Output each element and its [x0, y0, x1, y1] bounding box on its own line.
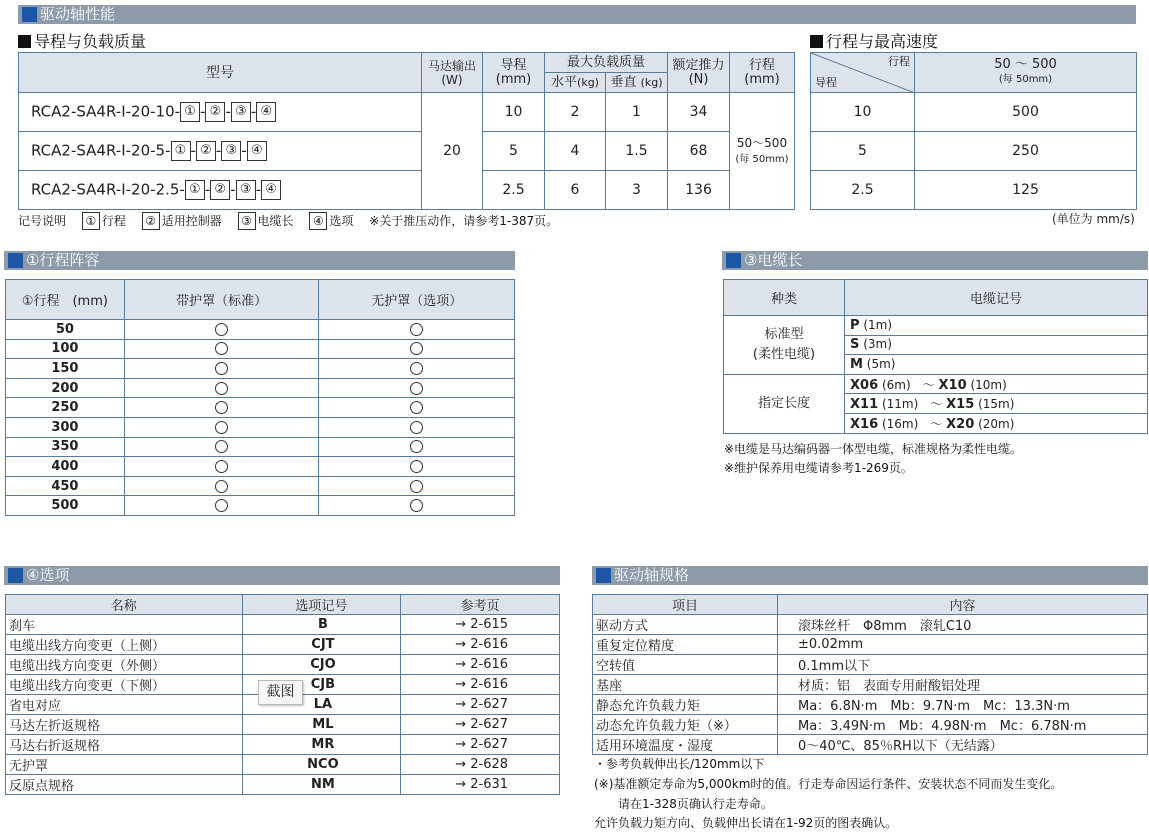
option-box: ③ [231, 102, 251, 122]
col-motor [422, 53, 483, 93]
model-text: RCA2-SA4R-I-20-5- [31, 141, 171, 160]
spec-note-1: ・参考负载伸出长/120mm以下 [594, 757, 765, 771]
table-row [593, 735, 1148, 755]
no-cover-cell [319, 359, 515, 379]
with-cover-cell [124, 320, 319, 340]
motor-value: 20 [422, 93, 483, 210]
speed-value: 125 [915, 171, 1137, 210]
option-box: ① [180, 102, 200, 122]
option-name: 反原点规格 [6, 775, 243, 795]
table-row [6, 339, 515, 359]
option-name: 马达右折返规格 [6, 735, 243, 755]
model-text: RCA2-SA4R-I-20-10- [31, 102, 181, 121]
no-cover-cell [319, 339, 515, 359]
stroke-value: 150 [6, 359, 125, 379]
legend-text: 适用控制器 [161, 214, 222, 228]
available-circle-icon [215, 382, 228, 395]
no-cover-cell [319, 320, 515, 340]
legend-note: ※关于推压动作，请参考1-387页。 [369, 214, 559, 228]
screenshot-button[interactable]: 截图 [258, 680, 303, 705]
table-row [724, 316, 1148, 336]
legend-box: ① [82, 212, 100, 230]
stroke-value: 500 [6, 496, 125, 516]
col-content: 内容 [778, 595, 1148, 615]
lead-load-table [18, 52, 795, 210]
col-no-cover: 无护罩（选项） [319, 280, 515, 320]
col-stroke [730, 53, 795, 93]
option-name: 马达左折返规格 [6, 715, 243, 735]
legend-box: ④ [309, 212, 327, 230]
table-row [593, 615, 1148, 635]
option-code: B [242, 615, 401, 635]
available-circle-icon [410, 342, 423, 355]
horizontal-value: 6 [545, 171, 606, 210]
col-cable-code: 电缆记号 [845, 280, 1148, 316]
stroke-table [5, 279, 515, 516]
cable-length: (5m) [866, 356, 896, 371]
horizontal-label: 水平 [551, 74, 578, 90]
lead-label: 导程 [500, 57, 527, 73]
with-cover-cell [124, 437, 319, 457]
available-circle-icon [410, 362, 423, 375]
motor-unit: (W) [441, 72, 463, 87]
option-code: CJB [242, 675, 401, 695]
model-cell: RCA2-SA4R-I-20-5- ① - ② - ③ - ④ [19, 132, 422, 171]
lead-unit: (mm) [495, 71, 532, 87]
no-cover-cell [319, 457, 515, 477]
cable-code-cell [845, 335, 1148, 355]
available-circle-icon [410, 440, 423, 453]
no-cover-cell [319, 496, 515, 516]
table-row [6, 437, 515, 457]
stroke-range-text: 50 ～ 500 [994, 57, 1057, 72]
option-name: 电缆出线方向变更（上侧） [6, 635, 243, 655]
stroke-value: 250 [6, 398, 125, 418]
cable-code-cell [845, 394, 1148, 414]
lead-value: 5 [483, 132, 545, 171]
spec-value: 滚珠丝杆 Φ8mm 滚轧C10 [778, 615, 1148, 635]
available-circle-icon [215, 362, 228, 375]
cable-length: (6m) [881, 377, 911, 392]
option-ref: → 2-627 [401, 715, 560, 735]
stroke-value: 350 [6, 437, 125, 457]
option-ref: → 2-616 [401, 635, 560, 655]
legend-box: ② [142, 212, 160, 230]
table-row [593, 715, 1148, 735]
option-box: ① [185, 180, 205, 200]
vertical-value: 1.5 [606, 132, 668, 171]
tilde: ～ [930, 416, 943, 431]
cable-length: (15m) [978, 397, 1015, 412]
thrust-value: 136 [668, 171, 730, 210]
section-bar-label: ③电缆长 [744, 251, 803, 269]
with-cover-cell [124, 417, 319, 437]
spec-item: 基座 [593, 675, 778, 695]
section-bar-specs [592, 566, 1148, 585]
available-circle-icon [215, 342, 228, 355]
legend-text: 选项 [329, 214, 354, 228]
no-cover-cell [319, 378, 515, 398]
option-box: ④ [256, 102, 276, 122]
vertical-unit: (kg) [640, 75, 663, 89]
spec-value: 0.1mm以下 [778, 655, 1148, 675]
standard-sub-label: (柔性电缆) [752, 346, 816, 362]
legend-text: 行程 [101, 214, 126, 228]
lead-value: 10 [483, 93, 545, 132]
option-box: ④ [261, 180, 281, 200]
standard-kind [724, 316, 845, 375]
stroke-value: 450 [6, 476, 125, 496]
option-box: ① [171, 141, 191, 161]
cable-code-cell [845, 355, 1148, 375]
option-box: ② [196, 141, 216, 161]
with-cover-cell [124, 339, 319, 359]
lead-value: 2.5 [811, 171, 915, 210]
option-name: 电缆出线方向变更（下侧） [6, 675, 243, 695]
cable-code: X16 [850, 416, 879, 432]
cable-code: M [850, 356, 863, 372]
cable-code: X10 [938, 377, 967, 393]
available-circle-icon [215, 460, 228, 473]
no-cover-cell [319, 437, 515, 457]
square-icon [810, 35, 823, 48]
section-bar-label: 驱动轴性能 [40, 5, 116, 23]
available-circle-icon [410, 421, 423, 434]
cable-code: P [850, 317, 860, 333]
col-horizontal [545, 73, 606, 93]
col-stroke: ①行程 (mm) [6, 280, 125, 320]
speed-table [810, 52, 1137, 210]
option-code: MR [242, 735, 401, 755]
option-code: NCO [242, 755, 401, 775]
col-kind: 种类 [724, 280, 845, 316]
cable-note-1: ※电缆是马达编码器一体型电缆，标准规格为柔性电缆。 [724, 442, 1023, 456]
specs-table [592, 594, 1148, 755]
spec-value: ±0.02mm [778, 635, 1148, 655]
table-row [6, 655, 560, 675]
cable-code: X06 [850, 377, 879, 393]
section-bar-cable [722, 251, 1148, 270]
option-box: ② [210, 180, 230, 200]
option-ref: → 2-627 [401, 735, 560, 755]
table-row [19, 171, 795, 210]
legend [18, 212, 558, 230]
option-code: LA [242, 695, 401, 715]
thrust-label: 额定推力 [672, 57, 725, 73]
legend-label: 记号说明 [18, 214, 67, 228]
option-box: ④ [247, 141, 267, 161]
horizontal-value: 2 [545, 93, 606, 132]
lead-value: 2.5 [483, 171, 545, 210]
spec-item: 适用环境温度・湿度 [593, 735, 778, 755]
table-row [593, 695, 1148, 715]
speed-title-text: 行程与最高速度 [826, 32, 939, 51]
legend-text: 电缆长 [257, 214, 294, 228]
with-cover-cell [124, 496, 319, 516]
option-ref: → 2-616 [401, 655, 560, 675]
speed-value: 250 [915, 132, 1137, 171]
horizontal-value: 4 [545, 132, 606, 171]
table-row [6, 359, 515, 379]
specs-rows [593, 615, 1148, 755]
option-ref: → 2-615 [401, 615, 560, 635]
col-model: 型号 [19, 53, 422, 93]
spec-item: 重复定位精度 [593, 635, 778, 655]
with-cover-cell [124, 398, 319, 418]
col-item: 项目 [593, 595, 778, 615]
stroke-rows [6, 320, 515, 516]
stroke-range-header [915, 53, 1137, 93]
option-code: NM [242, 775, 401, 795]
with-cover-cell [124, 476, 319, 496]
section-bar-label: ④选项 [26, 566, 70, 584]
available-circle-icon [410, 382, 423, 395]
stroke-value: 300 [6, 417, 125, 437]
vertical-value: 1 [606, 93, 668, 132]
standard-label: 标准型 [764, 326, 804, 342]
corner-bottom-label: 导程 [815, 76, 837, 89]
cable-code: X20 [946, 416, 975, 432]
spec-value: 材质：铝 表面专用耐酸铝处理 [778, 675, 1148, 695]
table-row [6, 635, 560, 655]
stroke-step-text: (每 50mm) [998, 74, 1053, 85]
stroke-value [730, 93, 795, 210]
col-name: 名称 [6, 595, 243, 615]
option-ref: → 2-616 [401, 675, 560, 695]
spec-value: Ma：3.49N·m Mb：4.98N·m Mc：6.78N·m [778, 715, 1148, 735]
option-name: 电缆出线方向变更（外侧） [6, 655, 243, 675]
table-row [6, 496, 515, 516]
option-ref: → 2-628 [401, 755, 560, 775]
option-box: ② [205, 102, 225, 122]
available-circle-icon [215, 421, 228, 434]
thrust-value: 34 [668, 93, 730, 132]
available-circle-icon [410, 323, 423, 336]
option-ref: → 2-631 [401, 775, 560, 795]
tilde: ～ [922, 377, 935, 392]
no-cover-cell [319, 476, 515, 496]
cable-note-2: ※维护保养用电缆请参考1-269页。 [724, 461, 913, 475]
with-cover-cell [124, 378, 319, 398]
legend-box: ③ [238, 212, 256, 230]
spec-item: 静态允许负载力矩 [593, 695, 778, 715]
option-box: ③ [236, 180, 256, 200]
option-code: CJT [242, 635, 401, 655]
cable-length: (3m) [863, 337, 892, 352]
stroke-value: 100 [6, 339, 125, 359]
table-row [6, 755, 560, 775]
spec-item: 驱动方式 [593, 615, 778, 635]
cable-length: (16m) [881, 416, 919, 431]
available-circle-icon [410, 499, 423, 512]
option-code: CJO [242, 655, 401, 675]
table-row [811, 171, 1137, 210]
spec-note-2: (※)基准额定寿命为5,000km时的值。行走寿命因运行条件、安装状态不同而发生变化。 [594, 777, 1063, 791]
corner-header [811, 53, 915, 93]
table-row [811, 132, 1137, 171]
stroke-range: 50～500 [736, 135, 788, 150]
available-circle-icon [215, 401, 228, 414]
section-bar-drive-performance [18, 5, 1136, 24]
available-circle-icon [215, 499, 228, 512]
table-row [6, 457, 515, 477]
table-row [6, 615, 560, 635]
col-ref: 参考页 [401, 595, 560, 615]
cable-table [723, 279, 1148, 434]
table-row [6, 476, 515, 496]
table-row [6, 735, 560, 755]
with-cover-cell [124, 359, 319, 379]
col-max-load: 最大负载质量 [545, 53, 668, 73]
table-row [6, 715, 560, 735]
col-lead [483, 53, 545, 93]
horizontal-unit: (kg) [577, 75, 599, 89]
tilde: ～ [930, 397, 943, 412]
table-row [19, 132, 795, 171]
section-bar-options [4, 566, 560, 585]
speed-value: 500 [915, 93, 1137, 132]
option-name: 省电对应 [6, 695, 243, 715]
section-bar-label: 驱动轴规格 [614, 566, 690, 584]
col-with-cover: 带护罩（标准） [124, 280, 319, 320]
vertical-label: 垂直 [610, 74, 637, 90]
lead-value: 10 [811, 93, 915, 132]
specified-kind: 指定长度 [724, 374, 845, 433]
cable-length: (20m) [978, 416, 1015, 431]
stroke-label: 行程 [748, 57, 775, 73]
available-circle-icon [215, 323, 228, 336]
cable-code-cell [845, 374, 1148, 394]
option-name: 刹车 [6, 615, 243, 635]
speed-title [810, 29, 938, 52]
option-ref: → 2-627 [401, 695, 560, 715]
motor-label: 马达输出 [427, 58, 476, 73]
option-name: 无护罩 [6, 755, 243, 775]
available-circle-icon [215, 440, 228, 453]
option-box: ③ [221, 141, 241, 161]
corner-top-label: 行程 [888, 55, 910, 68]
spec-note-4: 允许负载力矩方向、负载伸出长请在1-92页的图表确认。 [594, 816, 898, 830]
col-vertical [606, 73, 668, 93]
table-row [593, 675, 1148, 695]
table-row [19, 93, 795, 132]
available-circle-icon [410, 401, 423, 414]
with-cover-cell [124, 457, 319, 477]
table-row [6, 775, 560, 795]
table-row [593, 635, 1148, 655]
cable-code-cell [845, 316, 1148, 336]
cable-code: S [850, 337, 860, 353]
stroke-value: 400 [6, 457, 125, 477]
spec-note-3: 请在1-328页确认行走寿命。 [594, 797, 773, 811]
table-row [6, 320, 515, 340]
section-bar-stroke [4, 251, 515, 270]
spec-item: 动态允许负载力矩（※） [593, 715, 778, 735]
table-row [6, 398, 515, 418]
thrust-value: 68 [668, 132, 730, 171]
spec-item: 空转值 [593, 655, 778, 675]
table-row [593, 655, 1148, 675]
table-row [724, 374, 1148, 394]
cable-length: (11m) [881, 397, 919, 412]
col-thrust [668, 53, 730, 93]
lead-value: 5 [811, 132, 915, 171]
no-cover-cell [319, 398, 515, 418]
col-code: 选项记号 [242, 595, 401, 615]
cable-length: (10m) [970, 377, 1007, 392]
option-code: ML [242, 715, 401, 735]
thrust-unit: (N) [688, 71, 709, 87]
available-circle-icon [410, 460, 423, 473]
lead-load-title-text: 导程与负载质量 [34, 32, 147, 51]
no-cover-cell [319, 417, 515, 437]
table-row [6, 378, 515, 398]
stroke-value: 50 [6, 320, 125, 340]
vertical-value: 3 [606, 171, 668, 210]
lead-load-title [18, 29, 146, 52]
cable-length: (1m) [863, 317, 893, 332]
table-row [6, 417, 515, 437]
section-bar-label: ①行程阵容 [26, 251, 100, 269]
model-cell: RCA2-SA4R-I-20-2.5- ① - ② - ③ - ④ [19, 171, 422, 210]
stroke-step: (每 50mm) [735, 153, 789, 165]
spec-value: 0～40℃、85％RH以下（无结露） [778, 735, 1148, 755]
table-row [811, 93, 1137, 132]
stroke-value: 200 [6, 378, 125, 398]
cable-code: X15 [946, 397, 975, 413]
model-cell: RCA2-SA4R-I-20-10- ① - ② - ③ - ④ [19, 93, 422, 132]
square-icon [18, 35, 31, 48]
spec-value: Ma：6.8N·m Mb：9.7N·m Mc：13.3N·m [778, 695, 1148, 715]
available-circle-icon [215, 480, 228, 493]
speed-unit: (单位为 mm/s) [1052, 212, 1135, 226]
available-circle-icon [410, 480, 423, 493]
model-text: RCA2-SA4R-I-20-2.5- [31, 180, 185, 199]
cable-code-cell [845, 413, 1148, 433]
cable-code: X11 [850, 397, 879, 413]
stroke-unit: (mm) [744, 71, 780, 87]
